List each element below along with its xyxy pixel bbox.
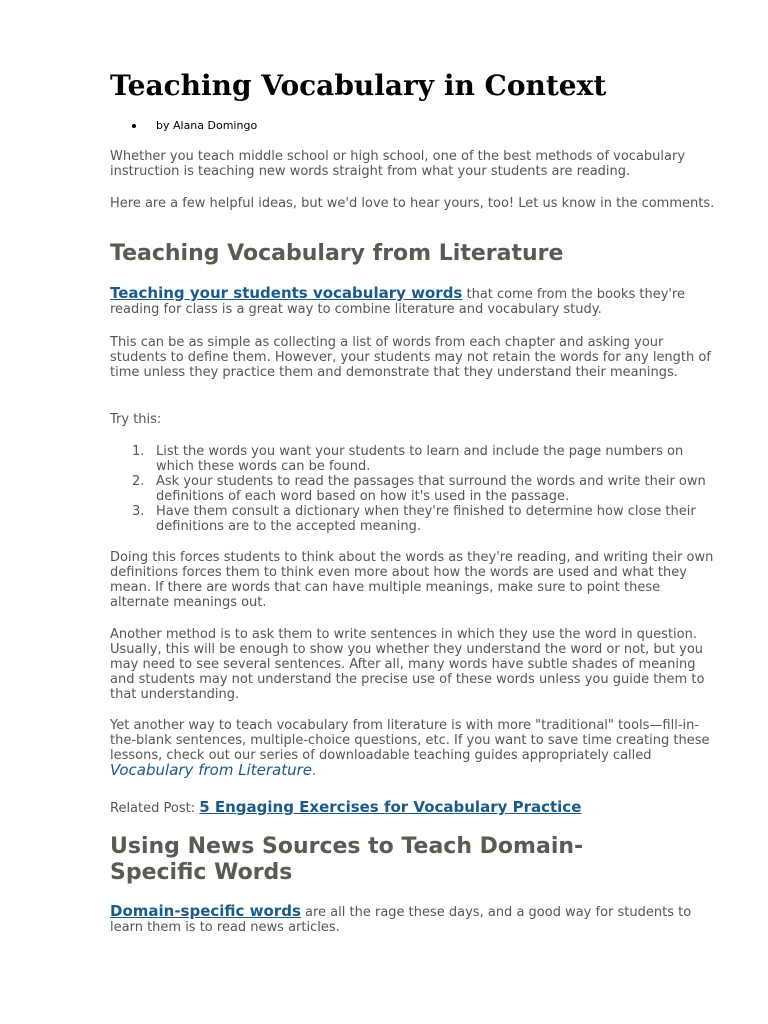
literature-paragraph-1-text: that come from the books they're reading for class is a great way to combine literature and vocabulary study. [110, 287, 686, 317]
steps-list [110, 444, 715, 534]
section-heading-literature: Teaching Vocabulary from Literature [110, 241, 564, 266]
vocabulary-from-literature-link[interactable]: Vocabulary from Literature [110, 761, 312, 779]
literature-paragraph-3: Doing this forces students to think about the words as they're reading, and writing their own definitions forces them to think even more about how the words are used and what they mean. If there are words that can have multiple meanings, make sure to point these alternate meanings out. [110, 550, 714, 610]
news-paragraph-1-text: are all the rage these days, and a good way for students to learn them is to read news articles. [110, 905, 692, 935]
literature-paragraph-5 [110, 718, 715, 779]
author-byline: by Alana Domingo [132, 119, 257, 133]
step-number: 3. [132, 504, 145, 519]
step-number: 1. [132, 444, 145, 459]
step-text: Ask your students to read the passages that surround the words and write their own definitions of each word based on how it's used in the passage. [156, 474, 706, 504]
related-post [110, 800, 715, 816]
byline-list [132, 119, 257, 133]
related-post-link[interactable]: 5 Engaging Exercises for Vocabulary Practice [199, 798, 582, 816]
comments-invitation-paragraph: Here are a few helpful ideas, but we'd love to hear yours, too! Let us know in the comments. [110, 196, 715, 211]
page-title: Teaching Vocabulary in Context [110, 69, 607, 102]
news-paragraph-1 [110, 904, 715, 935]
literature-paragraph-1 [110, 286, 715, 317]
list-item [110, 474, 715, 504]
literature-paragraph-5-text: Yet another way to teach vocabulary from literature is with more "traditional" tools—fill-in-the-blank sentences, multiple-choice questions, etc. If you want to save time creating these lessons, check out our series of downloadable teaching guides appropriately called [110, 718, 710, 763]
teaching-vocabulary-words-link[interactable]: Teaching your students vocabulary words [110, 284, 463, 302]
literature-paragraph-5-end: . [311, 764, 317, 779]
domain-specific-words-link[interactable]: Domain-specific words [110, 902, 301, 920]
step-number: 2. [132, 474, 145, 489]
try-this-label: Try this: [110, 412, 162, 427]
step-text: Have them consult a dictionary when they're finished to determine how close their definitions are to the accepted meaning. [156, 504, 696, 534]
list-item [110, 504, 715, 534]
intro-paragraph: Whether you teach middle school or high school, one of the best methods of vocabulary instruction is teaching new words straight from what your students are reading. [110, 149, 686, 179]
literature-paragraph-2: This can be as simple as collecting a list of words from each chapter and asking your students to define them. However, your students may not retain the words for any length of time unless they practice them and demonstrate that they understand their meanings. [110, 335, 711, 380]
list-item [110, 444, 715, 474]
related-post-label: Related Post: [110, 801, 200, 816]
literature-paragraph-4: Another method is to ask them to write sentences in which they use the word in question. Usually, this will be enough to show you whether they understand the word or not, but you may need to see several sentences. After all, many words have subtle shades of meaning and students may not understand the precise use of these words unless you guide them to that understanding. [110, 627, 705, 702]
section-heading-news: Using News Sources to Teach Domain-Specific Words [110, 834, 584, 885]
step-text: List the words you want your students to learn and include the page numbers on which these words can be found. [156, 444, 684, 474]
